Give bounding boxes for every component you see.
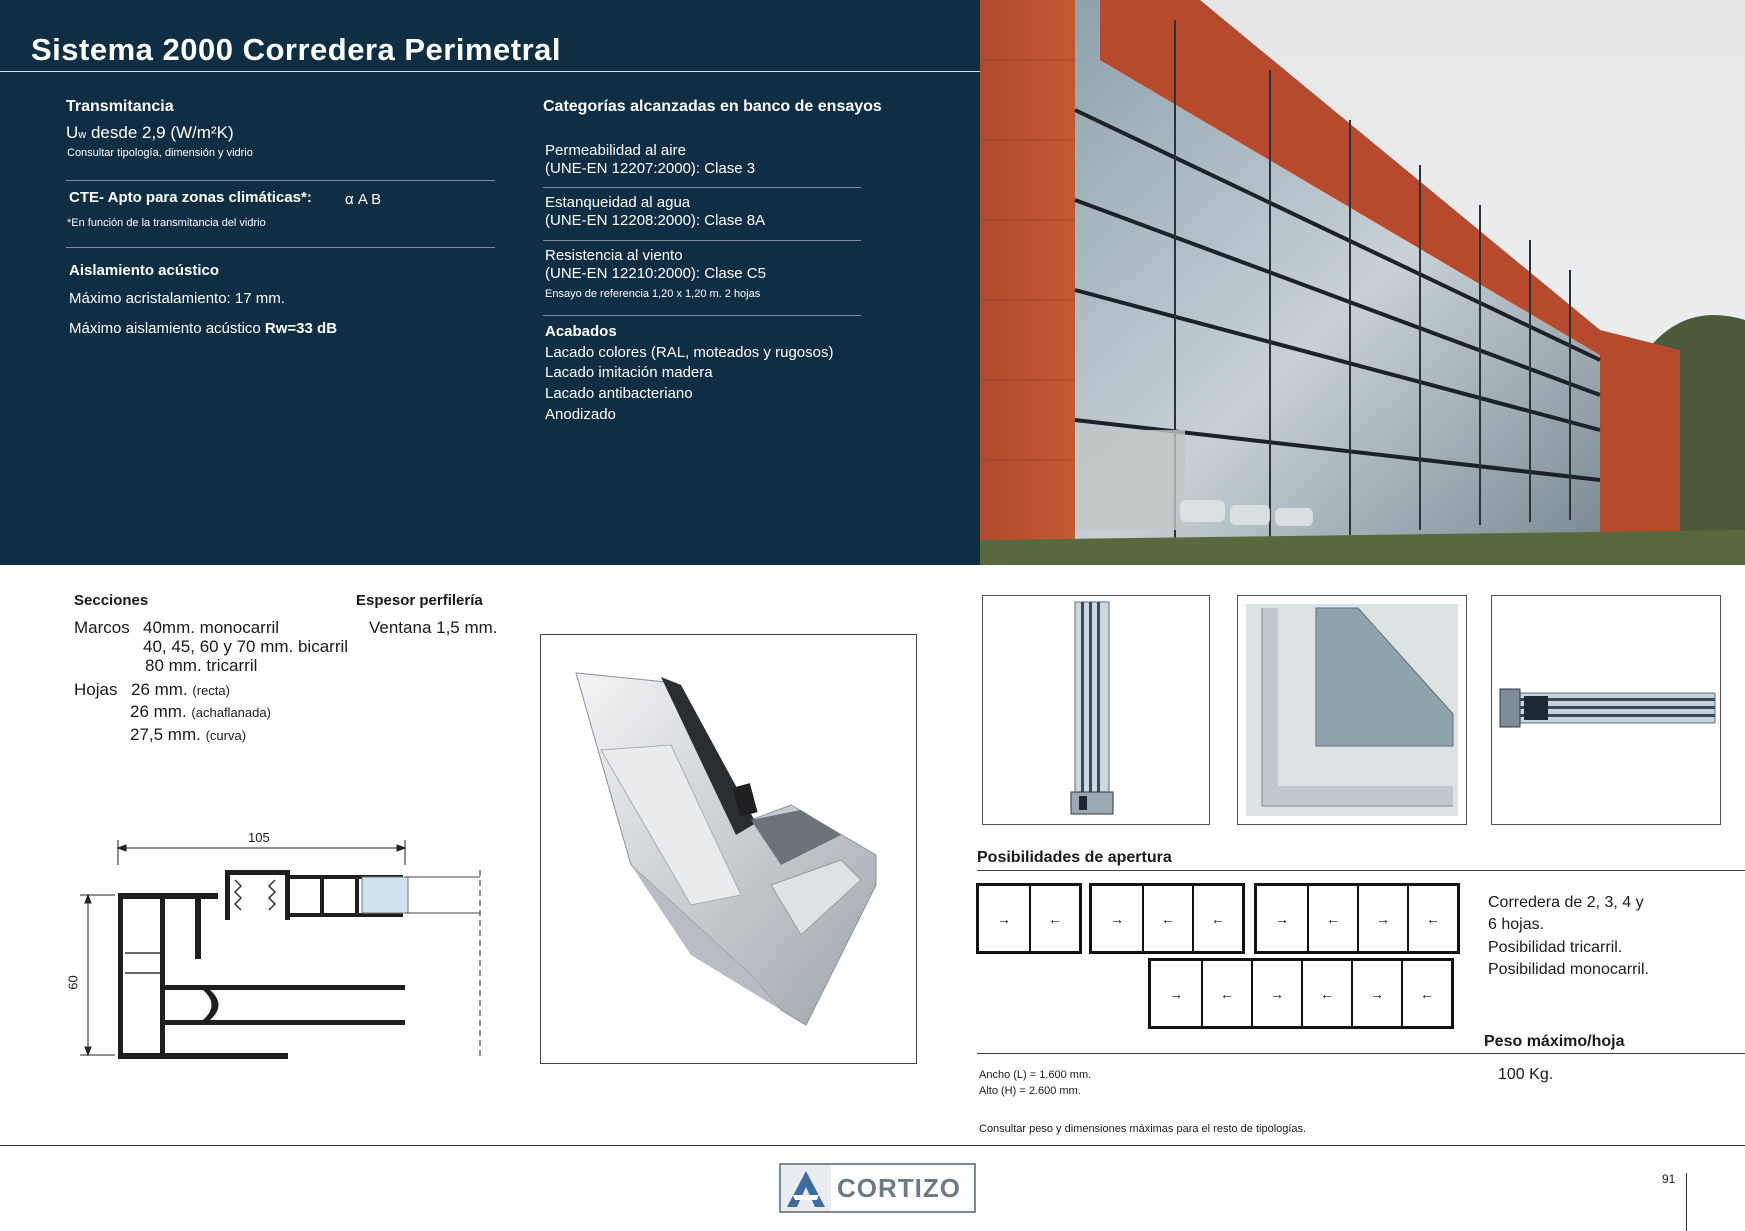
footer-divider [0, 1145, 1745, 1146]
acoustic-insulation [69, 320, 337, 337]
hoja-row [130, 702, 271, 722]
divider [977, 1053, 1745, 1054]
apertura-desc-line: 6 hojas. [1488, 916, 1545, 933]
marcos-line: 40mm. monocarril [143, 618, 280, 637]
title-divider [0, 71, 980, 72]
cte-zones: α A B [345, 191, 382, 208]
apertura-heading: Posibilidades de apertura [977, 849, 1172, 866]
hojas-label: Hojas [74, 680, 118, 699]
espesor-heading: Espesor perfilería [356, 592, 483, 609]
hoja-type: (achaflanada) [191, 705, 271, 720]
transmitancia-number: desde 2,9 (W/m²K) [86, 123, 234, 142]
acoustic-insulation-label: Máximo aislamiento acústico [69, 320, 265, 337]
profile-3d-image [540, 634, 917, 1064]
opening-diagram-3-leaf [1089, 883, 1245, 954]
finish-item: Lacado colores (RAL, moteados y rugosos) [545, 344, 834, 361]
marcos-line: 40, 45, 60 y 70 mm. bicarril [143, 637, 349, 656]
opening-diagram-6-leaf [1148, 958, 1454, 1029]
acoustic-glazing: Máximo acristalamiento: 17 mm. [69, 290, 285, 307]
cte-note: *En función de la transmitancia del vidrio [67, 217, 266, 229]
divider [543, 240, 861, 241]
horizontal-section-thumbnail [1491, 595, 1721, 825]
transmitancia-heading: Transmitancia [66, 98, 174, 115]
hoja-row [131, 680, 230, 700]
divider [977, 870, 1745, 871]
cortizo-logo-text: CORTIZO [837, 1172, 961, 1203]
test-wind-note: Ensayo de referencia 1,20 x 1,20 m. 2 hojas [545, 288, 761, 300]
hoja-value: 26 mm. [131, 680, 188, 699]
leaf-arrow: → [1351, 961, 1401, 1026]
leaf-arrow: ← [1407, 886, 1457, 951]
hoja-row [130, 725, 246, 745]
transmitancia-prefix: U [66, 123, 79, 142]
peso-heading: Peso máximo/hoja [1484, 1033, 1625, 1050]
width-dimension: 105 [248, 830, 270, 845]
peso-ancho: Ancho (L) = 1.600 mm. [979, 1069, 1092, 1081]
page-number: 91 [1662, 1172, 1676, 1186]
cortizo-logo [779, 1163, 976, 1213]
apertura-desc-line: Posibilidad tricarril. [1488, 939, 1623, 956]
leaf-arrow: → [1251, 961, 1301, 1026]
leaf-arrow: ← [1401, 961, 1451, 1026]
leaf-arrow: → [1275, 910, 1289, 927]
hoja-type: (curva) [205, 728, 247, 743]
divider [543, 187, 861, 188]
header-panel [0, 0, 980, 565]
secciones-heading: Secciones [74, 592, 149, 609]
divider [543, 315, 861, 316]
opening-diagram-2-leaf [976, 883, 1082, 954]
transmitancia-value [66, 123, 234, 143]
finish-item: Anodizado [545, 406, 616, 423]
height-dimension: 60 [65, 975, 81, 990]
leaf-arrow: ← [1307, 886, 1357, 951]
cte-label: CTE- Apto para zonas climáticas*: [69, 189, 312, 206]
espesor-value: Ventana 1,5 mm. [369, 618, 498, 637]
peso-alto: Alto (H) = 2.600 mm. [979, 1085, 1081, 1097]
test-air-class: (UNE-EN 12207:2000): Clase 3 [545, 160, 756, 177]
leaf-arrow: ← [1301, 961, 1351, 1026]
test-air-name: Permeabilidad al aire [545, 142, 686, 159]
leaf-arrow: ← [1192, 886, 1242, 951]
marcos-line: 80 mm. tricarril [145, 656, 258, 675]
hoja-value: 26 mm. [130, 702, 187, 721]
leaf-arrow: ← [1142, 886, 1192, 951]
divider [66, 247, 495, 248]
leaf-arrow: → [1169, 985, 1183, 1002]
transmitancia-note: Consultar tipología, dimensión y vidrio [67, 147, 253, 159]
corner-view-thumbnail [1237, 595, 1467, 825]
vertical-section-thumbnail [982, 595, 1210, 825]
hoja-value: 27,5 mm. [130, 725, 201, 744]
divider [66, 180, 495, 181]
leaf-arrow: → [997, 910, 1011, 927]
test-water-class: (UNE-EN 12208:2000): Clase 8A [545, 212, 766, 229]
page-title: Sistema 2000 Corredera Perimetral [31, 32, 562, 67]
peso-value: 100 Kg. [1498, 1066, 1554, 1083]
opening-diagram-4-leaf [1254, 883, 1460, 954]
apertura-desc-line: Corredera de 2, 3, 4 y [1488, 894, 1644, 911]
page-number-rule [1686, 1173, 1687, 1231]
apertura-desc-line: Posibilidad monocarril. [1488, 961, 1649, 978]
acoustic-heading: Aislamiento acústico [69, 262, 220, 279]
finishes-heading: Acabados [545, 323, 617, 340]
cortizo-logo-icon [781, 1165, 831, 1211]
leaf-arrow: → [1110, 910, 1124, 927]
building-photo [980, 0, 1745, 565]
finish-item: Lacado imitación madera [545, 364, 713, 381]
test-wind-name: Resistencia al viento [545, 247, 683, 264]
marcos-label: Marcos [74, 618, 130, 637]
tests-heading: Categorías alcanzadas en banco de ensayos [543, 98, 882, 115]
test-wind-class: (UNE-EN 12210:2000): Clase C5 [545, 265, 766, 282]
leaf-arrow: ← [1029, 886, 1079, 951]
leaf-arrow: → [1357, 886, 1407, 951]
peso-note: Consultar peso y dimensiones máximas para el resto de tipologías. [979, 1123, 1307, 1135]
leaf-arrow: ← [1201, 961, 1251, 1026]
test-water-name: Estanqueidad al agua [545, 194, 691, 211]
acoustic-insulation-value: Rw=33 dB [264, 320, 338, 337]
profile-section-drawing [65, 825, 490, 1070]
finish-item: Lacado antibacteriano [545, 385, 693, 402]
hoja-type: (recta) [192, 683, 230, 698]
transmitancia-sub: w [78, 129, 87, 141]
